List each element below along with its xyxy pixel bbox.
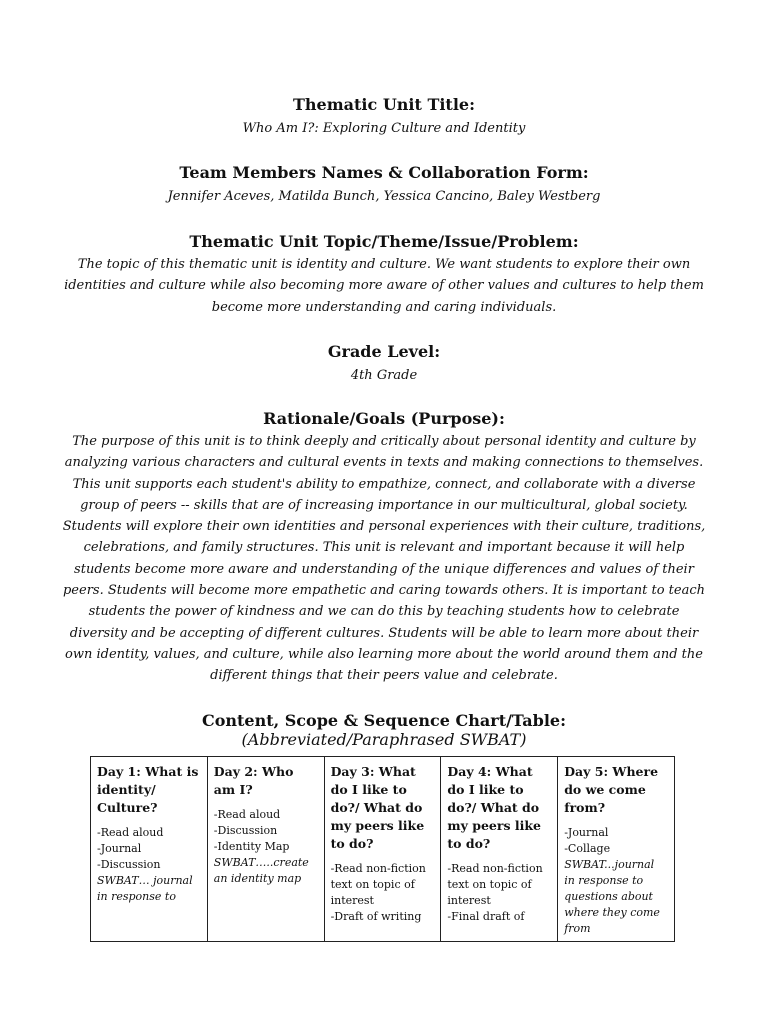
- day-title: Day 3: What do I like to do?/ What do my peers like to do?: [330, 764, 425, 851]
- day-cell: [441, 757, 558, 942]
- scope-sequence-table: [90, 756, 675, 942]
- day-activity: -Discussion: [213, 824, 278, 837]
- topic-section: [60, 232, 708, 318]
- day-activity: -Collage: [564, 842, 611, 855]
- rationale-text: The purpose of this unit is to think deeply and critically about personal identity and culture by analyzing various characters and cultural events in texts and making connections to themselves. This unit supports each student's ability to empathize, connect, and collaborate with a diverse group of peers -- skills that are of increasing importance in our multicultural, global society. Students will explore their own identities and personal experiences with their culture, traditions, celebrations, and family structures. This unit is relevant and important because it will help students become more aware and understanding of the unique differences and values of their peers. Students will become more empathetic and caring towards others. It is important to teach students the power of kindness and we can do this by teaching students how to celebrate diversity and be accepting of different cultures. Students will be able to learn more about their own identity, values, and culture, while also learning more about the world around them and the different things that their peers value and celebrate.: [62, 434, 706, 684]
- scope-chart-heading: Content, Scope & Sequence Chart/Table:: [201, 711, 567, 730]
- day-cell: [91, 757, 208, 942]
- day-activity: -Journal: [564, 826, 609, 839]
- day-cell: [207, 757, 324, 942]
- day-activity: -Read aloud: [97, 826, 164, 839]
- day-activity: -Read aloud: [213, 808, 281, 821]
- team-section: [60, 163, 708, 208]
- rationale-section: [60, 409, 708, 687]
- grade-section: [60, 342, 708, 387]
- scope-chart-title: [60, 711, 708, 749]
- topic-text: The topic of this thematic unit is identity and culture. We want students to explore their own identities and culture while also becoming more aware of other values and cultures to help them become more understanding and caring individuals.: [64, 257, 704, 315]
- unit-title-value: Who Am I?: Exploring Culture and Identity: [242, 121, 526, 136]
- team-members: Jennifer Aceves, Matilda Bunch, Yessica Cancino, Baley Westberg: [167, 189, 601, 204]
- day-activity: -Draft of writing: [330, 910, 422, 923]
- day-activity: SWBAT...journal in response to questions about where they come from: [564, 858, 660, 935]
- day-activity: -Identity Map: [213, 840, 290, 853]
- day-activity: -Journal: [97, 842, 142, 855]
- day-activity: SWBAT… journal in response to: [97, 874, 193, 903]
- day-title: Day 1: What is identity/ Culture?: [97, 764, 199, 815]
- topic-heading: Thematic Unit Topic/Theme/Issue/Problem:: [189, 232, 579, 251]
- day-activity: -Final draft of: [447, 910, 525, 923]
- unit-title-section: [60, 95, 708, 140]
- grade-value: 4th Grade: [350, 368, 418, 383]
- day-activity: -Read non-fiction text on topic of interest: [447, 862, 543, 907]
- grade-heading: Grade Level:: [327, 342, 441, 361]
- day-title: Day 2: Who am I?: [213, 764, 294, 797]
- team-heading: Team Members Names & Collaboration Form:: [179, 163, 589, 182]
- day-activity: -Discussion: [97, 858, 161, 871]
- day-title: Day 5: Where do we come from?: [564, 764, 659, 815]
- day-cell: [558, 757, 675, 942]
- rationale-heading: Rationale/Goals (Purpose):: [263, 409, 505, 428]
- scope-sequence-row: [91, 757, 675, 942]
- day-cell: [324, 757, 441, 942]
- day-activity: -Read non-fiction text on topic of interest: [330, 862, 426, 907]
- scope-chart-subheading: (Abbreviated/Paraphrased SWBAT): [241, 730, 527, 749]
- unit-title-heading: Thematic Unit Title:: [293, 95, 475, 114]
- day-title: Day 4: What do I like to do?/ What do my peers like to do?: [447, 764, 541, 851]
- day-activity: SWBAT…..create an identity map: [213, 856, 309, 885]
